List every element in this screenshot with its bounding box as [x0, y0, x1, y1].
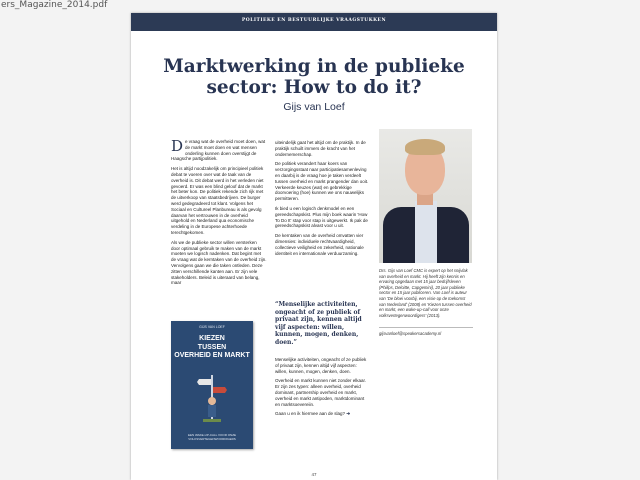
title-line-2: sector: How to do it? — [206, 77, 422, 98]
author-photo — [379, 129, 472, 263]
pull-quote: “Menselijke activiteiten, ongeacht of ze publiek of privaat zijn, kennen altijd vijf aspecten: willen, kunnen, mogen, denken, doen.” — [275, 301, 362, 346]
book-author: GIJS VAN LOEF — [199, 325, 225, 329]
hair — [405, 139, 445, 155]
column-1 — [171, 139, 267, 290]
signpost-figure-icon — [197, 371, 227, 423]
title-line-1: Marktwerking in de publieke — [163, 56, 465, 77]
column-2-continued — [275, 357, 370, 421]
article-author: Gijs van Loef — [283, 101, 345, 113]
book-cover — [171, 321, 253, 449]
paragraph: uiteindelijk gaat het altijd om de praktijk. In de praktijk schuilt immers de kracht van het ondernemerschap. — [275, 140, 366, 157]
author-caption: Drs. Gijs van Loef CMC is expert op het snijvlak van overheid en markt. Hij heeft zijn kennis en ervaring opgedaan met 15 jaar bedrijfsleven (Philips, Deloitte, Capgemini), 20 jaar publieke sector en 15 jaar publiceren. Van Loef is auteur van 'De bloei voorbij, een visie op de toekomst van Nederland' (2008) en 'Kiezen tussen overheid en markt, een wake-up-call voor onze volksvertegenwoordigers' (2013). — [379, 268, 472, 318]
paragraph: Als we de publieke sector willen versterken door optimaal gebruik te maken van de markt moeten we logisch nadenken. Dat begint met de vraag wat de kerntaken van de overheid zijn. Vervolgens gaan we die taken ontleden. Deze zitten verschillende kanten aan. Er zijn vele stakeholders. Beleid is uiteraard van belang, maar — [171, 239, 267, 286]
arrow-icon: ➔ — [346, 411, 351, 417]
book-title — [171, 335, 253, 361]
viewer-file-name: ers_Magazine_2014.pdf — [1, 0, 108, 10]
author-email[interactable]: gijsvanloef@speakersacademy.nl — [379, 331, 442, 336]
closing-question: Gaan u en ik hiermee aan de slag? — [275, 411, 346, 417]
column-2 — [275, 140, 370, 260]
drop-cap: D — [171, 137, 184, 155]
shirt — [415, 201, 437, 263]
section-label: POLITIEKE EN BESTUURLIJKE VRAAGSTUKKEN — [241, 18, 387, 23]
book-title-line-3: OVERHEID EN MARKT — [174, 352, 250, 359]
paragraph: Overheid en markt kunnen niet zonder elkaar. Er zijn zes typen: alleen overheid, overheid dominant, partnership overheid en markt, overheid en markt antipoden, marktdominant en marktsoevereiin. — [275, 378, 367, 407]
paragraph: Het is altijd noodzakelijk om principieel politiek debat te voeren over wat de taak van de overheid is. Dit debat werd in het verleden niet gevoerd. Er was een blind geloof dat de markt het beter kon. De politiek rekende zich rijk met de uitverkoop van staatsbedrijven. De burger werd gedegradeerd tot klant. Volgens het Sociaal en Cultureel Planbureau is als gevolg daarvan het vertrouwen in de overheid uitgehold en Nederland qua economische verdeling in de Europese achterhoede terechtgekomen. — [171, 166, 264, 235]
magazine-page[interactable] — [131, 13, 497, 480]
caption-divider — [379, 327, 473, 328]
paragraph: Menselijke activiteiten, ongeacht of ze publiek of privaat zijn, kennen altijd vijf aspecten: willen, kunnen, mogen, denken, doen. — [275, 357, 367, 374]
paragraph — [171, 139, 267, 162]
book-subtitle: EEN WAKE-UP-CALL VOOR ONZE VOLKSVERTEGENWOORDIGERS — [187, 433, 237, 441]
book-title-line-2: TUSSEN — [197, 343, 227, 351]
book-title-line-1: KIEZEN — [199, 335, 225, 342]
paragraph: Ik bied u een logisch denkmodel en een gereedschapskist. Plus mijn boek waarin 'How To Do It' stap voor stap is uitgewerkt. Ik pak de gereedschapskist alvast voor u uit. — [275, 205, 368, 229]
article-title — [161, 56, 467, 98]
paragraph-text: e vraag wat de overheid moet doen, wat de markt moet doen en wat mensen onderling kunnen doen overstijgt de Haagsche partijpolitiek. — [171, 139, 266, 162]
page-number: 47 — [311, 472, 317, 477]
paragraph: De politiek verandert haar koers van verzorgingsstaat naar participatiesamenleving en daarbij is de vraag hoe je taken verdeelt tussen overheid en markt prangender dan ooit. Verkeerde keuzes (wat) en gebrekkige doorvoering (hoe) kunnen we ons nauwelijks permitteren. — [275, 161, 369, 202]
section-header-bar — [131, 13, 497, 31]
paragraph — [275, 411, 370, 417]
paragraph: De kerntaken van de overheid omvatten vier dimensies: individuele rechtvaardigheid, collectieve veiligheid en zekerheid, nationale identiteit en internationale verduurzaming. — [275, 233, 364, 256]
